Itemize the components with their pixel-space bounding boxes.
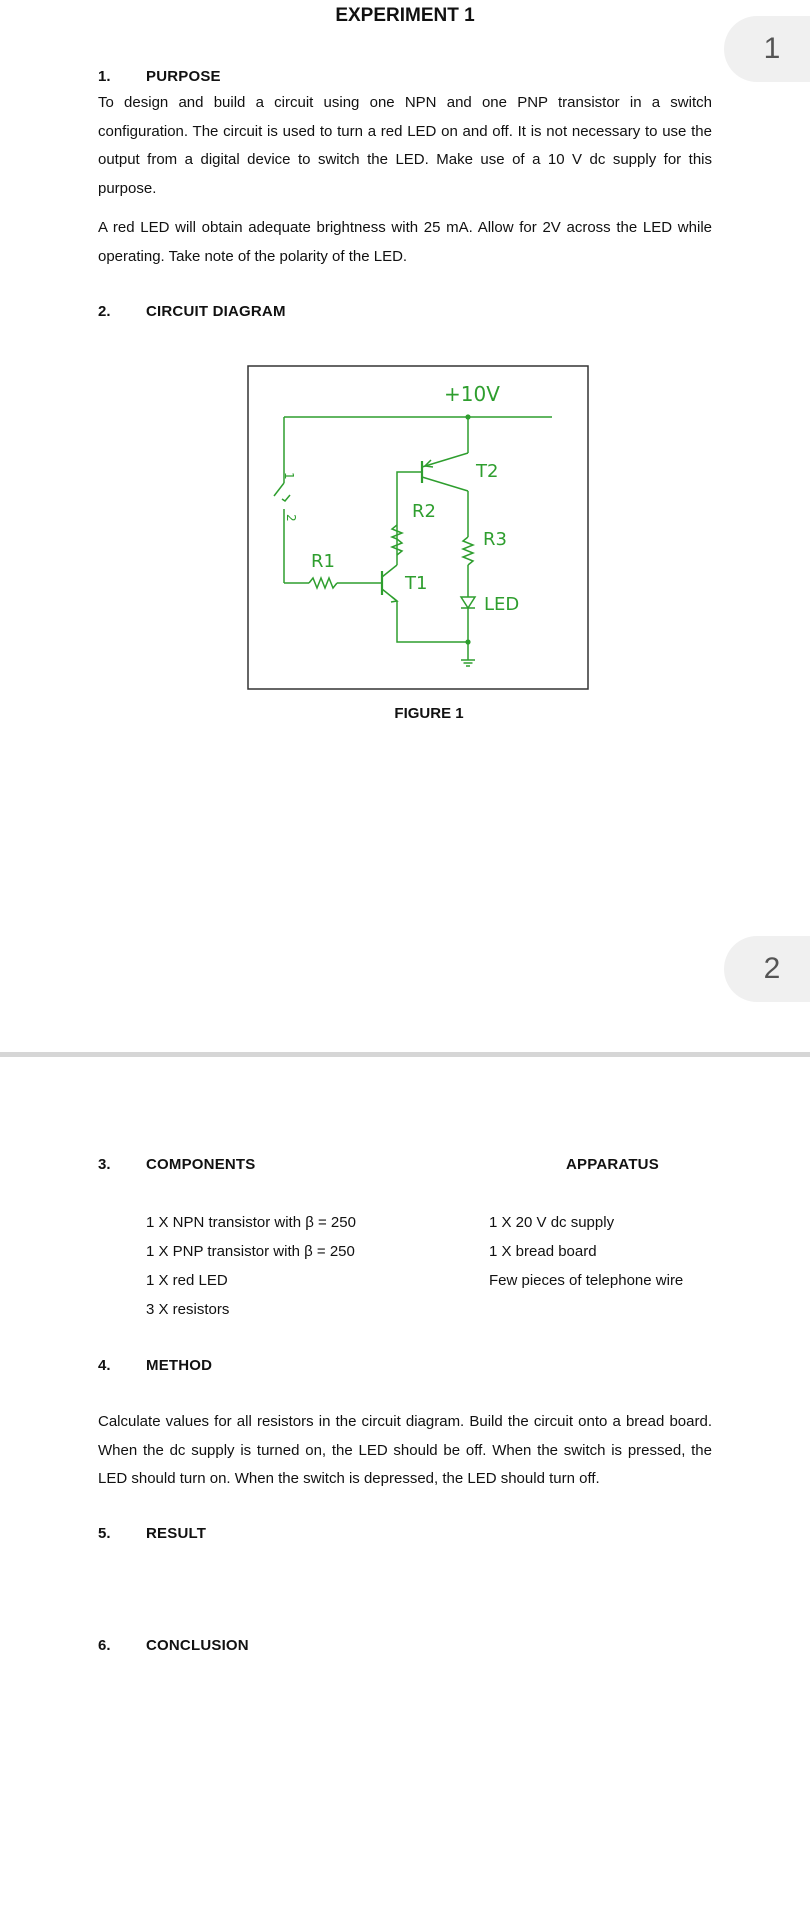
purpose-paragraph-2: A red LED will obtain adequate brightness with 25 mA. Allow for 2V across the LED while operating. Take note of the polarity of the LED. xyxy=(98,219,712,265)
t1-label: T1 xyxy=(405,573,428,594)
r3-label: R3 xyxy=(483,529,507,550)
r2-label: R2 xyxy=(412,501,436,522)
switch-pin-1-label: 1 xyxy=(282,472,296,480)
r1-label: R1 xyxy=(311,551,335,572)
section-heading-purpose: PURPOSE xyxy=(146,68,221,85)
component-item: 1 X red LED xyxy=(146,1272,228,1289)
document-title: EXPERIMENT 1 xyxy=(335,5,475,26)
section-heading-result: RESULT xyxy=(146,1525,207,1542)
section-heading-components: COMPONENTS xyxy=(146,1156,256,1173)
section-number: 3. xyxy=(98,1156,111,1173)
method-paragraph: Calculate values for all resistors in the circuit diagram. Build the circuit onto a bread board. When the dc supply is turned on, the LED should be off. When the switch is pressed, the LED should turn on. When the switch is depressed, the LED should turn off. xyxy=(98,1413,712,1487)
section-number: 5. xyxy=(98,1525,111,1542)
section-heading-circuit: CIRCUIT DIAGRAM xyxy=(146,303,286,320)
component-item: 1 X NPN transistor with β = 250 xyxy=(146,1214,356,1231)
page-number-badge: 2 xyxy=(724,936,810,1002)
figure-frame xyxy=(248,366,588,689)
component-item: 3 X resistors xyxy=(146,1301,230,1318)
supply-label: +10V xyxy=(444,382,500,406)
section-heading-conclusion: CONCLUSION xyxy=(146,1637,249,1654)
section-number: 6. xyxy=(98,1637,111,1654)
apparatus-item: 1 X bread board xyxy=(489,1243,597,1260)
page-number-badge: 1 xyxy=(724,16,810,82)
section-number: 2. xyxy=(98,303,111,320)
switch-pin-2-label: 2 xyxy=(284,514,298,522)
component-item: 1 X PNP transistor with β = 250 xyxy=(146,1243,355,1260)
section-number: 1. xyxy=(98,68,111,85)
figure-caption: FIGURE 1 xyxy=(394,705,464,722)
t2-label: T2 xyxy=(476,461,499,482)
section-heading-method: METHOD xyxy=(146,1357,213,1374)
section-number: 4. xyxy=(98,1357,111,1374)
section-heading-apparatus: APPARATUS xyxy=(566,1156,659,1173)
purpose-paragraph-1: To design and build a circuit using one NPN and one PNP transistor in a switch configuration. The circuit is used to turn a red LED on and off. It is not necessary to use the output from a digital device to switch the LED. Make use of a 10 V dc supply for this purpose. xyxy=(98,94,712,197)
apparatus-item: Few pieces of telephone wire xyxy=(489,1272,684,1289)
page-divider xyxy=(0,1052,810,1057)
apparatus-item: 1 X 20 V dc supply xyxy=(489,1214,615,1231)
circuit-diagram xyxy=(247,365,589,690)
led-label: LED xyxy=(484,594,520,615)
